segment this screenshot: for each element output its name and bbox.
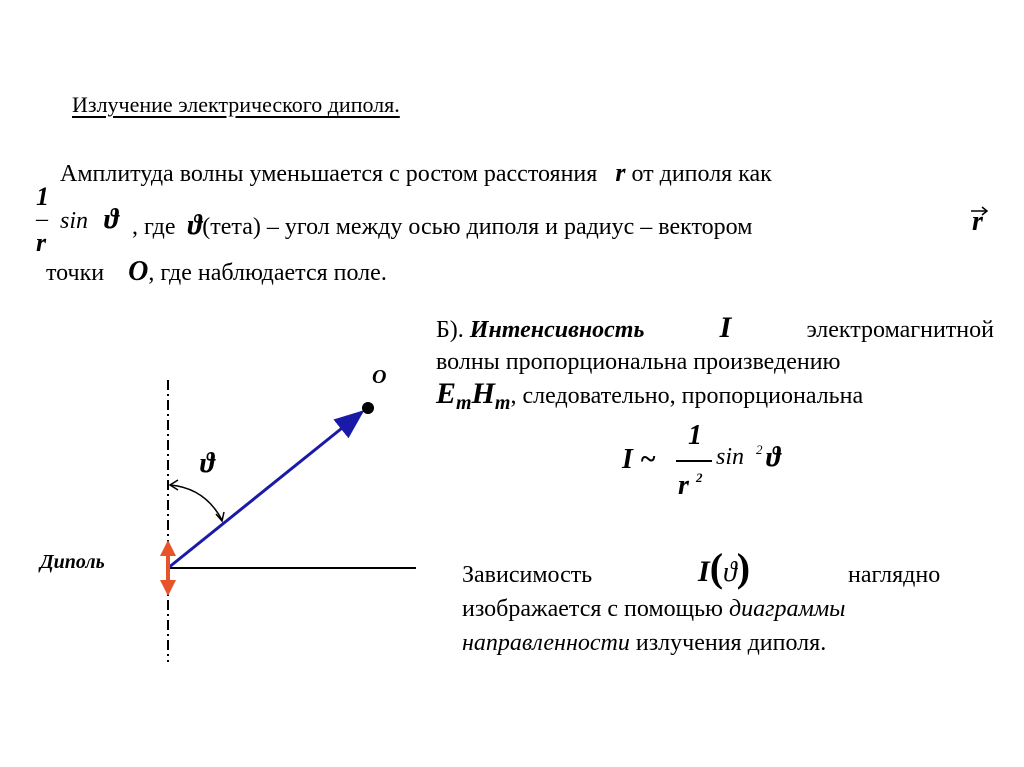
- slide-title: Излучение электрического диполя.: [72, 92, 400, 117]
- intro-minus: –: [36, 206, 48, 232]
- intensity-term: Интенсивность: [469, 317, 645, 343]
- formula-sin: sin: [716, 444, 745, 470]
- intro-theta-2: ϑ: [187, 210, 203, 241]
- point-o: [362, 402, 374, 414]
- dependence-i-symbol: I: [698, 555, 710, 588]
- em-subscript: m: [456, 391, 472, 414]
- intensity-line-2-text: волны пропорциональна произведению: [436, 349, 841, 375]
- formula-lhs: I ~: [622, 444, 656, 475]
- dependence-line-3-italic: направленности: [462, 630, 630, 656]
- intro-frac-num: 1: [36, 182, 49, 211]
- radius-vector: [168, 412, 362, 568]
- intro-frac-den: r: [36, 228, 47, 257]
- vector-r-symbol: r: [972, 206, 983, 237]
- intro-theta-1: ϑ: [104, 204, 119, 235]
- o-symbol: O: [128, 256, 149, 287]
- intro-text-3-start: точки: [46, 260, 105, 286]
- angle-label: ϑ: [200, 448, 215, 479]
- dependence-line-3-plain: излучения диполя.: [635, 630, 827, 656]
- formula-den-exp: 2: [696, 470, 703, 485]
- intro-text-2-mid: , где: [132, 214, 176, 240]
- intro-text-1: Амплитуда волны уменьшается с ростом расстояния: [60, 161, 598, 187]
- intro-text-1-end: от диполя как: [631, 161, 772, 187]
- formula-num: 1: [688, 420, 702, 451]
- point-o-label: O: [372, 366, 387, 388]
- hm-subscript: m: [494, 391, 511, 414]
- dipole-label: Диполь: [40, 551, 105, 573]
- intro-text-2-rest: (тета) – угол между осью диполя и радиус – вектором: [202, 214, 753, 240]
- dependence-line-2-italic: диаграммы: [729, 596, 846, 622]
- dependence-line-2-plain: изображается с помощью: [462, 596, 723, 622]
- dependence-word-2: наглядно: [848, 562, 941, 588]
- dipole-arrow-head-down: [160, 580, 176, 596]
- hm-symbol: H: [471, 377, 495, 410]
- dependence-open-paren: (: [709, 545, 724, 590]
- formula-den: r: [678, 470, 689, 501]
- intro-sin: sin: [60, 208, 89, 234]
- dependence-close-paren: ): [736, 545, 751, 590]
- formula-sin-exp: 2: [756, 442, 763, 457]
- intro-text-3-end: , где наблюдается поле.: [148, 260, 387, 286]
- dipole-arrow-head-up: [160, 540, 176, 556]
- r-symbol: r: [615, 158, 626, 187]
- dependence-word-1: Зависимость: [462, 562, 593, 588]
- intensity-line-1-end: электромагнитной: [806, 317, 994, 343]
- intensity-i-symbol: I: [719, 311, 732, 344]
- dependence-theta: ϑ: [723, 557, 737, 588]
- em-symbol: E: [436, 377, 457, 410]
- intensity-prefix-text: Б).: [436, 317, 464, 343]
- formula-theta: ϑ: [766, 442, 781, 473]
- intensity-line-3-end: , следовательно, пропорциональна: [510, 383, 864, 409]
